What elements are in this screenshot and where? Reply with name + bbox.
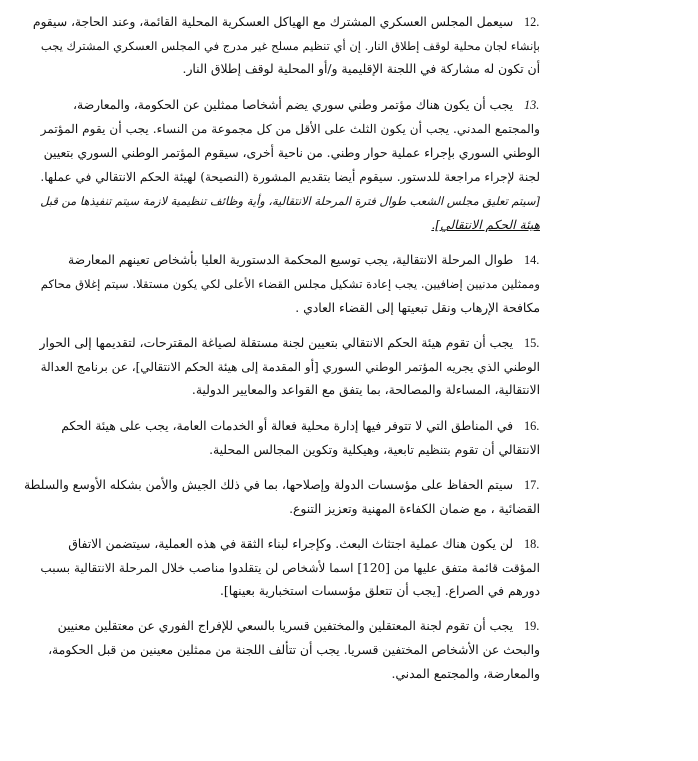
paragraph-line: والمجتمع المدني. يجب أن يكون الثلث على الأقل من كل مجموعة من النساء. يجب أن يقوم المؤتمر	[40, 122, 540, 136]
paragraph-line: سيعمل المجلس العسكري المشترك مع الهياكل العسكرية المحلية القائمة، وعند الحاجة، سيقوم	[32, 15, 513, 29]
paragraph-line: الانتقالية، المساءلة والمصالحة، بما يتفق مع القواعد والمعايير الدولية.	[191, 383, 540, 397]
paragraph-line: يجب أن يكون هناك مؤتمر وطني سوري يضم أشخاصا ممثلين عن الحكومة، والمعارضة،	[73, 98, 513, 112]
paragraph-line: دورهم في الصراع. [يجب أن تتعلق مؤسسات استخبارية بعينها].	[220, 584, 540, 598]
paragraph-line: لن يكون هناك عملية اجتثاث البعث. وكإجراء لبناء الثقة في هذه العملية، سيتضمن الاتفاق	[68, 537, 513, 551]
paragraph-line: الانتقالي أن تقوم بتنظيم تابعية، وهيكلية وتكوين المجالس المحلية.	[209, 443, 540, 457]
bracketed-note-line: هيئة الحكم الانتقالي].	[431, 218, 540, 232]
paragraph-line: الوطني الذي يجريه المؤتمر الوطني السوري [أو المقدمة إلى هيئة الحكم الانتقالي]، عن برنامج العدالة	[40, 360, 540, 374]
paragraph-line: طوال المرحلة الانتقالية، يجب توسيع المحكمة الدستورية العليا بأشخاص تعينهم المعارضة	[67, 253, 513, 267]
paragraph-line: والمعارضة، والمجتمع المدني.	[391, 667, 540, 681]
paragraph-number: 14.	[524, 253, 540, 267]
paragraph-number: 16.	[524, 419, 540, 433]
paragraph-number: 19.	[524, 619, 540, 633]
paragraph-line: في المناطق التي لا تتوفر فيها إدارة محلية فعالة أو الخدمات العامة، يجب على هيئة الحكم	[61, 419, 513, 433]
paragraph-line: سيتم الحفاظ على مؤسسات الدولة وإصلاحها، بما في ذلك الجيش والأمن بشكله الأوسع والسلطة	[23, 478, 513, 492]
paragraph-number: 17.	[524, 478, 540, 492]
paragraph-line: القضائية ، مع ضمان الكفاءة المهنية وتعزيز التنوع.	[289, 502, 540, 516]
paragraph-line: مكافحة الإرهاب ونقل تبعيتها إلى القضاء العادي .	[295, 301, 540, 315]
paragraph-number: 18.	[524, 537, 540, 551]
paragraph-line: بإنشاء لجان محلية لوقف إطلاق النار. إن أي تنظيم مسلح غير مدرج في المجلس العسكري المشترك يجب	[40, 39, 540, 53]
paragraph-number: 13.	[524, 98, 540, 112]
paragraph-line: الوطني السوري بإجراء عملية حوار وطني. من ناحية أخرى، سيقوم المؤتمر الوطني السوري بتعيين	[43, 146, 540, 160]
paragraph-number: 12.	[524, 15, 540, 29]
paragraph-line: المؤقت قائمة متفق عليها من [120] اسما لأشخاص لن يتقلدوا مناصب خلال المرحلة الانتقالية بسبب	[40, 561, 540, 575]
paragraph-line: يجب أن تقوم لجنة المعتقلين والمختفين قسريا بالسعي للإفراج الفوري عن معتقلين معنيين	[57, 619, 513, 633]
bracketed-note-line: [سيتم تعليق مجلس الشعب طوال فترة المرحلة الانتقالية، وأية وظائف تنظيمية لازمة سيتم تنفيذها من قبل	[40, 194, 540, 208]
paragraph-line: لجنة لإجراء مراجعة للدستور. سيقوم أيضا بتقديم المشورة (النصيحة) لهيئة الحكم الانتقالي في عملها.	[40, 170, 540, 184]
paragraph-line: وممثلين مدنيين إضافيين. يجب إعادة تشكيل مجلس القضاء الأعلى لكي يكون مستقلا. سيتم إغلاق محاكم	[40, 277, 540, 291]
paragraph-line: والبحث عن الأشخاص المختفين قسريا. يجب أن تتألف اللجنة من ممثلين معينين من قبل الحكومة،	[48, 643, 540, 657]
paragraph-line: أن تكون له مشاركة في اللجنة الإقليمية و/أو المحلية لوقف إطلاق النار.	[182, 62, 540, 76]
paragraph-number: 15.	[524, 336, 540, 350]
paragraph-line: يجب أن تقوم هيئة الحكم الانتقالي بتعيين لجنة مستقلة لصياغة المقترحات، لتقديمها إلى الحوار	[39, 336, 513, 350]
